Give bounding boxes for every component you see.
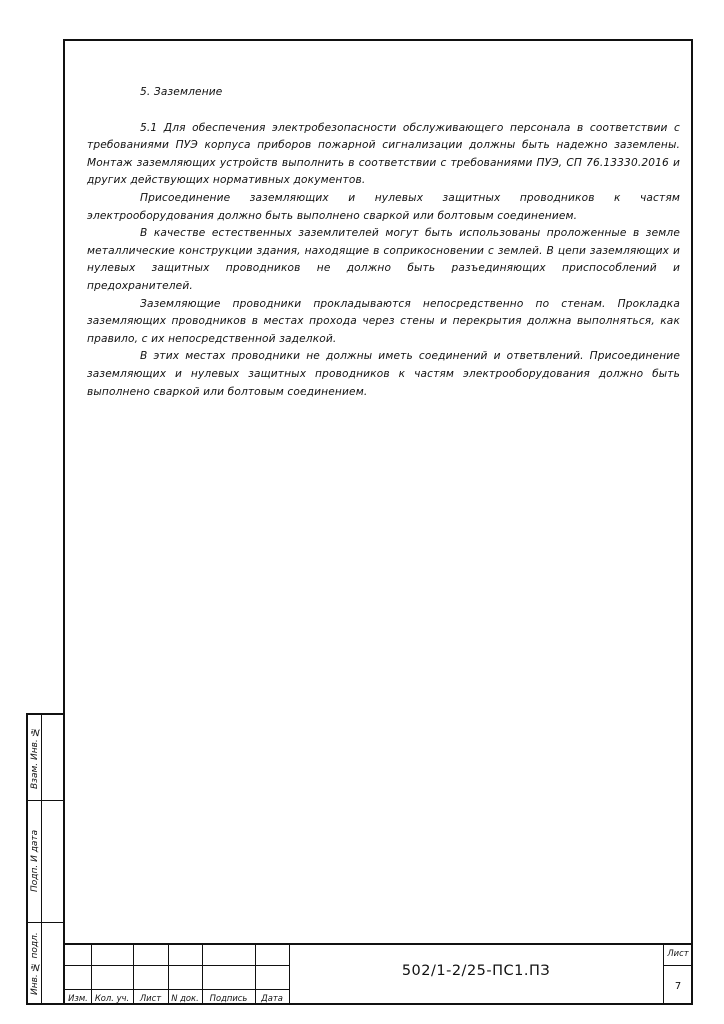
title-block <box>63 943 693 1005</box>
title-block-row-line <box>663 965 693 966</box>
document-body <box>87 84 680 401</box>
column-label-doc-number: N док. <box>171 993 199 1003</box>
title-block-row-line <box>65 989 289 990</box>
side-label-original-inv: Инв. № подл. <box>30 932 40 995</box>
paragraph: В этих местах проводники не должны иметь соединений и ответвлений. Присоединение заземляющих и нулевых защитных проводников к частям электрооборудования должно быть выполнено сваркой или болтовым соединением. <box>87 350 680 398</box>
sheet-label: Лист <box>667 948 689 958</box>
document-code: 502/1-2/25-ПС1.ПЗ <box>401 963 551 979</box>
column-label-date: Дата <box>261 993 283 1003</box>
paragraph: В качестве естественных заземлителей могут быть использованы проложенные в земле металлические конструкции здания, находящие в соприкосновении с землей. В цепи заземляющих и нулевых защитных проводников не должно быть разъединяющих приспособлений и предохранителей. <box>87 227 680 292</box>
column-label-sheet: Лист <box>139 993 162 1003</box>
side-label-replacement-inv: Взам. Инв. № <box>30 726 40 789</box>
column-label-quantity: Кол. уч. <box>94 993 130 1003</box>
paragraph: Заземляющие проводники прокладываются непосредственно по стенам. Прокладка заземляющих проводников в местах прохода через стены и перекрытия должна выполняться, как правило, с их непосредственной заделкой. <box>87 297 680 345</box>
title-block-row-line <box>65 965 289 966</box>
paragraph: 5.1 Для обеспечения электробезопасности обслуживающего персонала в соответствии с требованиями ПУЭ корпуса приборов пожарной сигнализации должны быть надежно заземлены. Монтаж заземляющих устройств выполнить в соответствии с требованиями ПУЭ, СП 76.13330.2016 и других действующих нормативных документов. <box>87 121 680 187</box>
column-label-signature: Подпись <box>209 993 248 1003</box>
paragraph: Присоединение заземляющих и нулевых защитных проводников к частям электрооборудования должно быть выполнено сваркой или болтовым соединением. <box>87 191 680 222</box>
side-label-signature-date: Подп. И дата <box>30 829 40 893</box>
section-heading: 5. Заземление <box>140 86 223 98</box>
sheet-number: 7 <box>674 981 682 992</box>
side-stamp <box>26 713 63 1005</box>
column-label-change: Изм. <box>68 993 88 1003</box>
